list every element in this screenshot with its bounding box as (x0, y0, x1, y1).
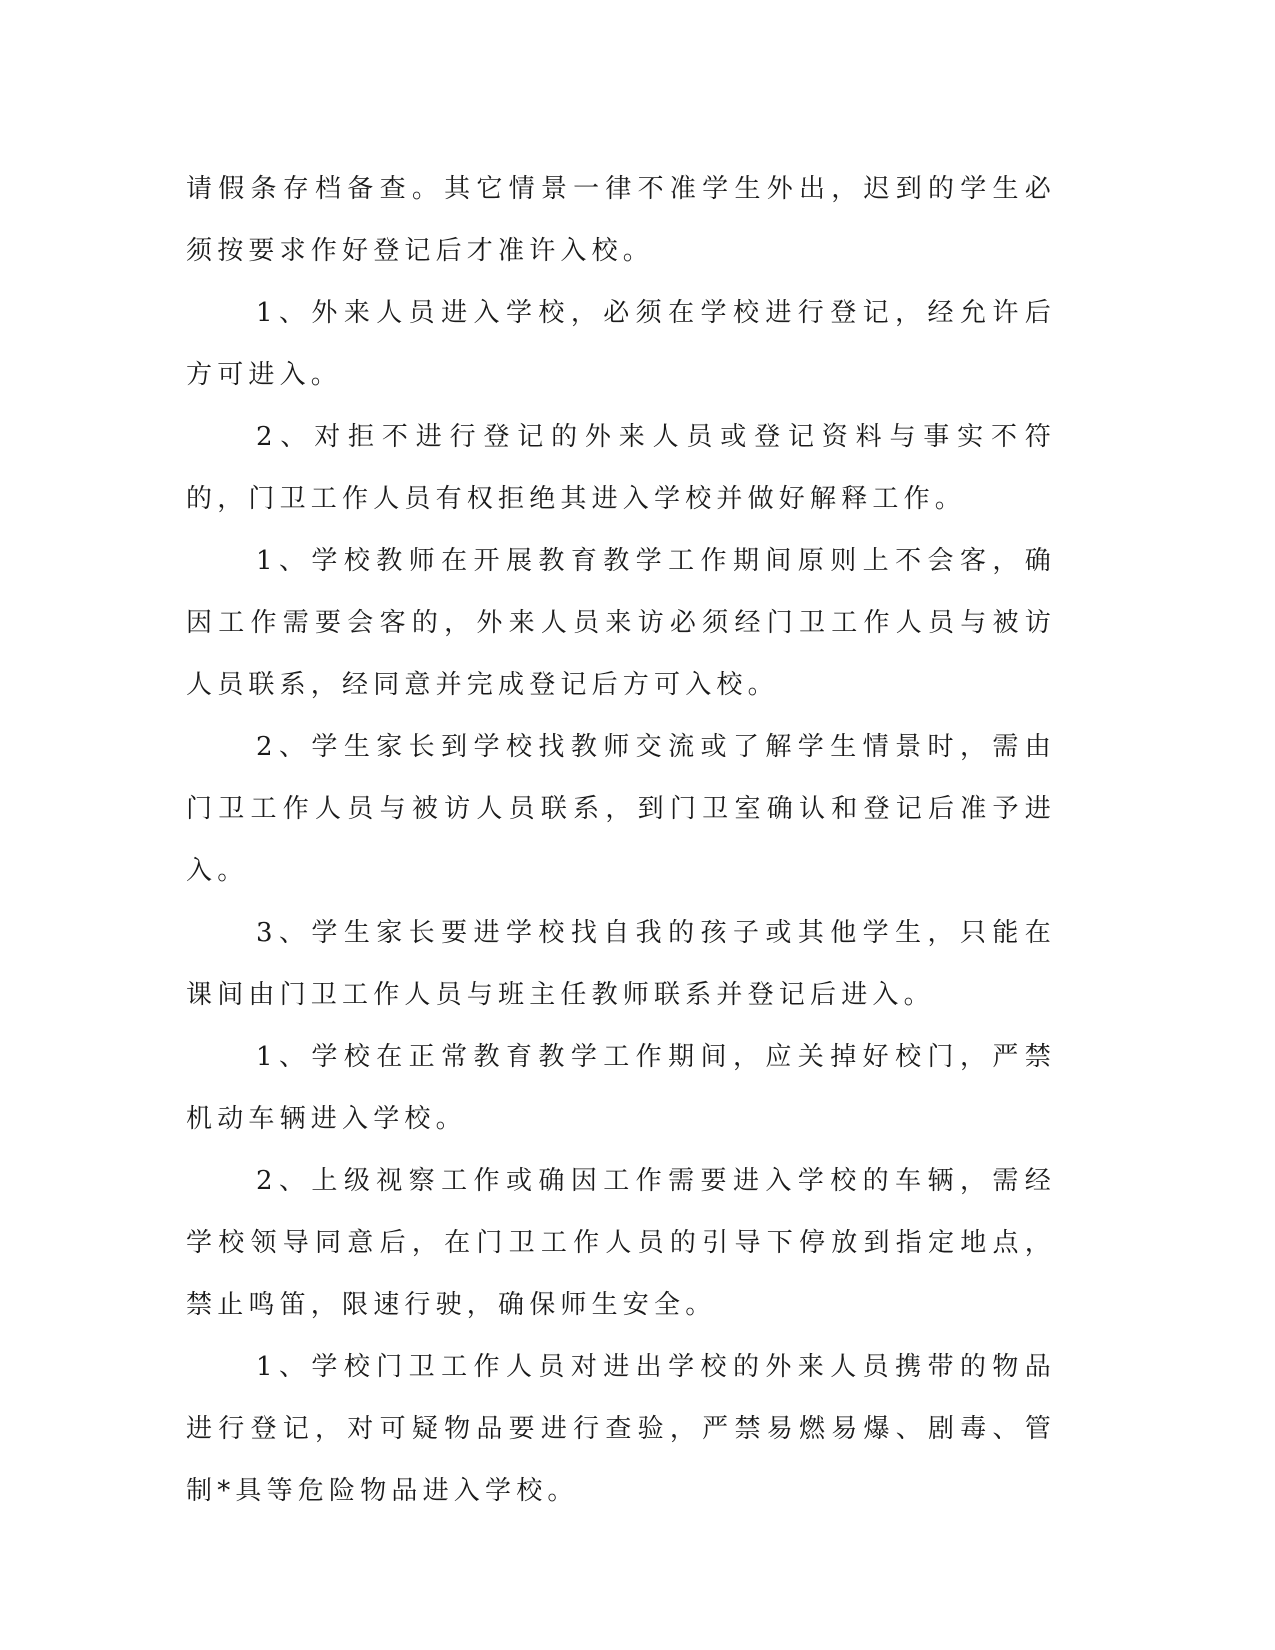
paragraph-item-inspection: 1、学校门卫工作人员对进出学校的外来人员携带的物品进行登记，对可疑物品要进行查验，严禁易燃易爆、剧毒、管制*具等危险物品进入学校。 (186, 1352, 1056, 1506)
paragraph-visitor-refusal: 2、对拒不进行登记的外来人员或登记资料与事实不符的，门卫工作人员有权拒绝其进入学校并做好解释工作。 (186, 422, 1056, 514)
paragraph-vehicle-entry: 2、上级视察工作或确因工作需要进入学校的车辆，需经学校领导同意后，在门卫工作人员的引导下停放到指定地点，禁止鸣笛，限速行驶，确保师生安全。 (186, 1166, 1056, 1320)
paragraph-gate-closure: 1、学校在正常教育教学工作期间，应关掉好校门，严禁机动车辆进入学校。 (186, 1042, 1056, 1134)
paragraph-visitor-registration: 1、外来人员进入学校，必须在学校进行登记，经允许后方可进入。 (186, 298, 1056, 390)
paragraph-parent-teacher-visit: 2、学生家长到学校找教师交流或了解学生情景时，需由门卫工作人员与被访人员联系，到门卫室确认和登记后准予进入。 (186, 732, 1056, 886)
paragraph-teacher-visitors: 1、学校教师在开展教育教学工作期间原则上不会客，确因工作需要会客的，外来人员来访必须经门卫工作人员与被访人员联系，经同意并完成登记后方可入校。 (186, 546, 1056, 700)
document-body (186, 158, 1056, 1522)
paragraph-continuation: 请假条存档备查。其它情景一律不准学生外出，迟到的学生必须按要求作好登记后才准许入校。 (186, 174, 1056, 266)
paragraph-parent-student-visit: 3、学生家长要进学校找自我的孩子或其他学生，只能在课间由门卫工作人员与班主任教师联系并登记后进入。 (186, 918, 1056, 1010)
